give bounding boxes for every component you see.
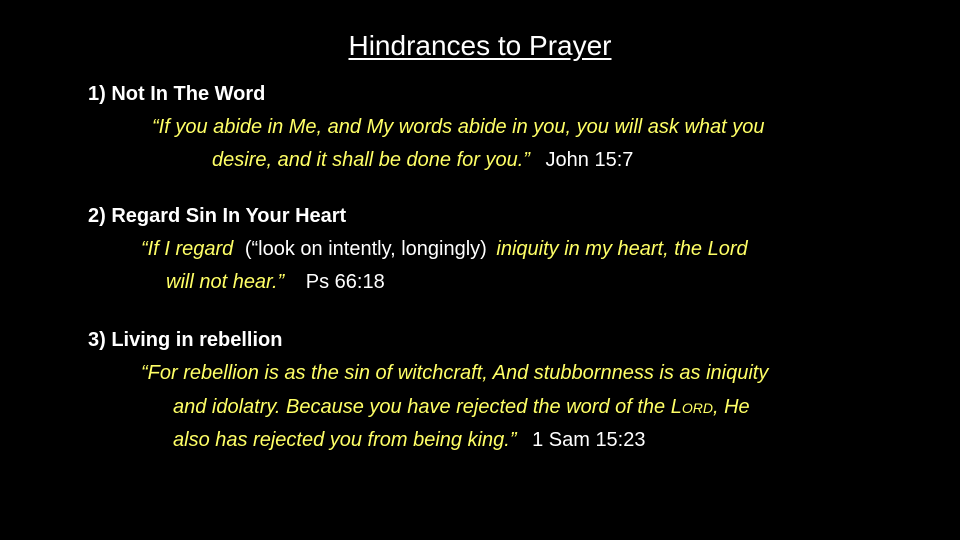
- item-3-lord-word: Lord: [670, 396, 713, 418]
- item-2-aside: (“look on intently, longingly): [244, 238, 487, 260]
- item-3-verse-line-1: “For rebellion is as the sin of witchcraft, And stubbornness is as iniquity: [141, 362, 769, 384]
- item-1-heading: 1) Not In The Word: [88, 83, 266, 105]
- item-3-reference: 1 Sam 15:23: [532, 429, 646, 451]
- item-2-heading: 2) Regard Sin In Your Heart: [88, 205, 347, 227]
- item-1-reference: John 15:7: [545, 149, 634, 171]
- item-1-verse-text: desire, and it shall be done for you.”: [212, 149, 530, 171]
- slide-title: Hindrances to Prayer: [348, 30, 612, 61]
- item-3-heading: 3) Living in rebellion: [88, 329, 283, 351]
- item-2-reference: Ps 66:18: [305, 271, 385, 293]
- item-3-verse-text: also has rejected you from being king.”: [173, 429, 517, 451]
- item-2-verse-line-2: [166, 270, 385, 294]
- item-2-verse-part-1: “If I regard: [141, 238, 234, 260]
- item-3-verse-line-2-end: , He: [712, 396, 750, 418]
- item-2-verse-text: will not hear.”: [166, 271, 285, 293]
- item-3-verse-line-3: [173, 428, 646, 452]
- item-1-verse-line-2: [212, 148, 633, 172]
- item-3-verse-line-2-text: and idolatry. Because you have rejected the word of the: [173, 396, 671, 418]
- item-1-verse-line-1: “If you abide in Me, and My words abide in you, you will ask what you: [152, 116, 765, 138]
- item-3-verse-line-2: [173, 395, 750, 419]
- item-2-verse-part-2: iniquity in my heart, the Lord: [496, 238, 748, 260]
- item-2-verse-line-1: [141, 237, 748, 261]
